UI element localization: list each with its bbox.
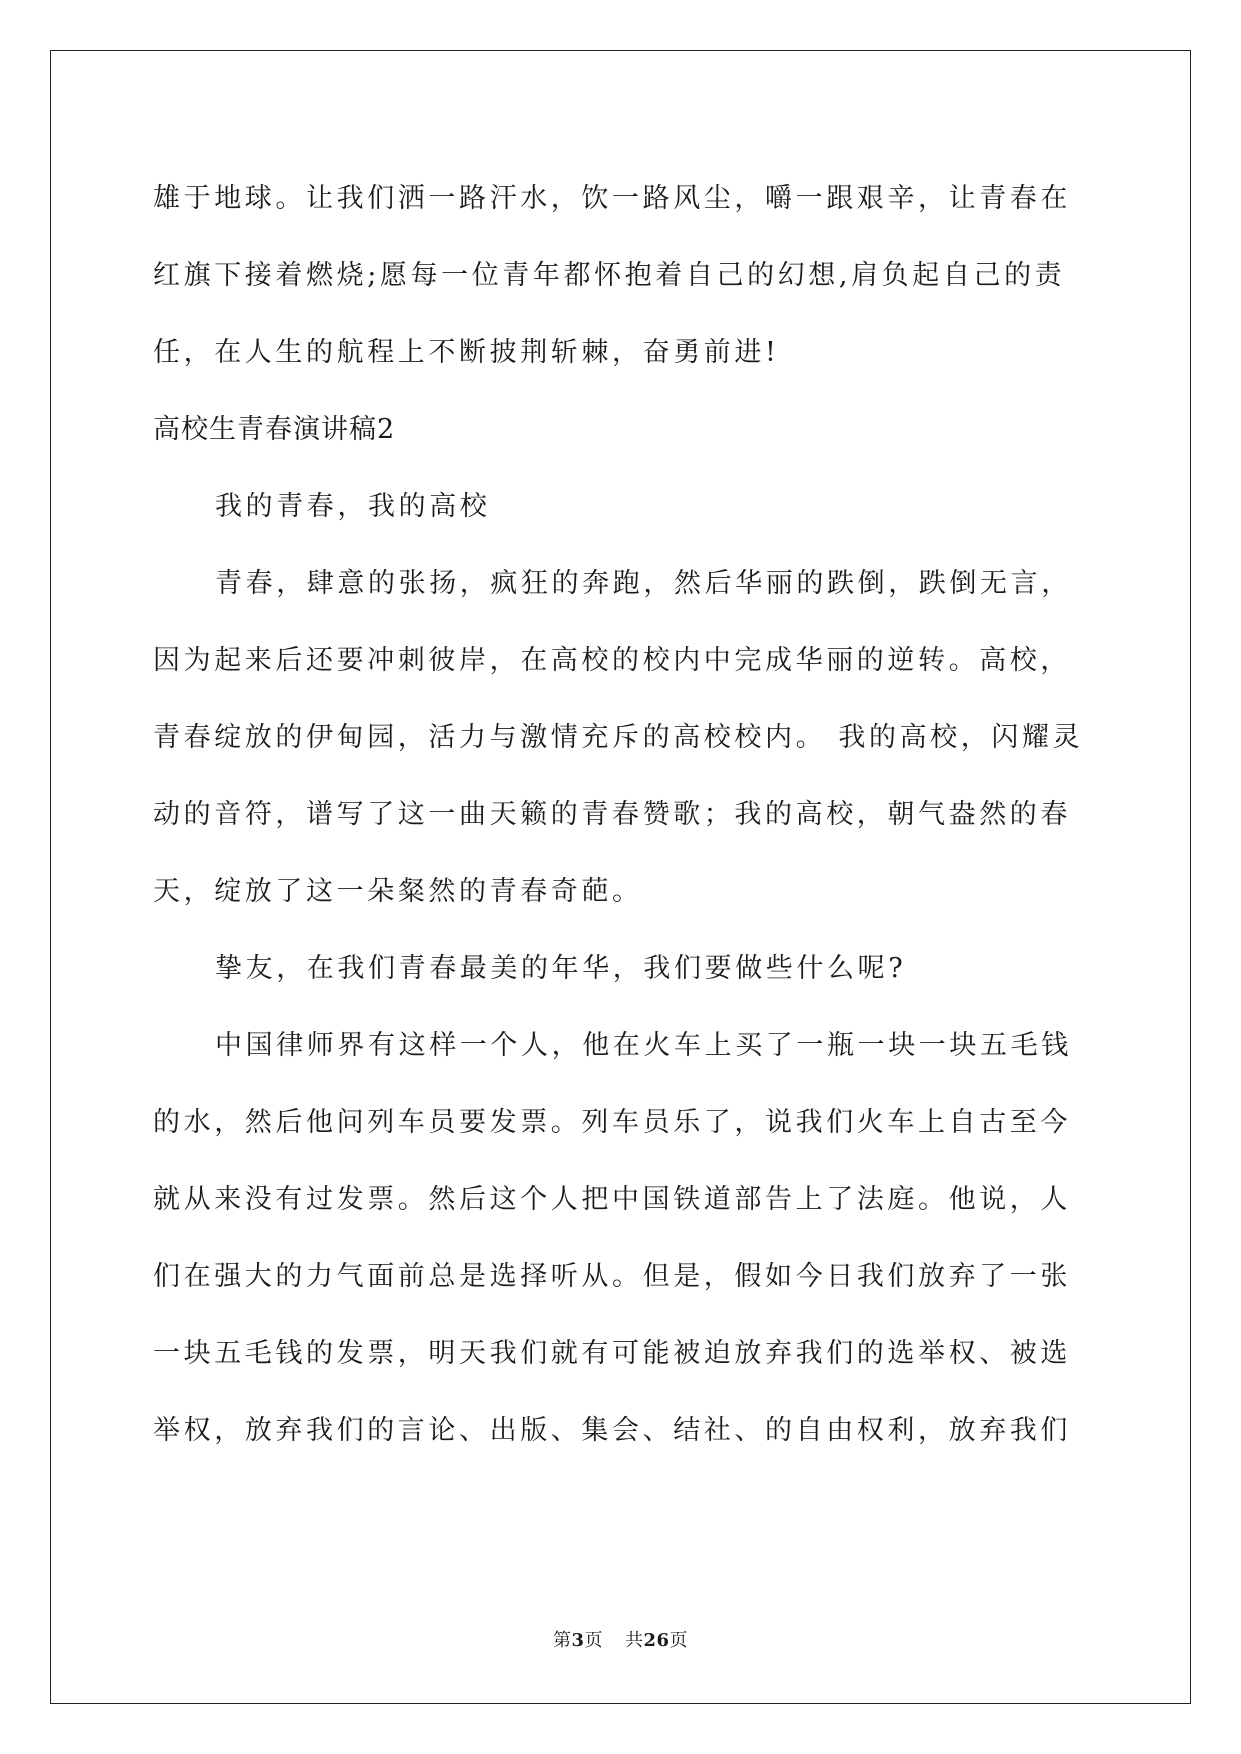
subtitle-line: 我的青春，我的高校 <box>215 491 491 522</box>
document-body <box>153 160 1093 1469</box>
total-pages: 26 <box>643 1630 670 1651</box>
text-line: 青春绽放的伊甸园，活力与激情充斥的高校校内。 我的高校，闪耀灵 <box>153 722 1084 753</box>
text-line: 红旗下接着燃烧;愿每一位青年都怀抱着自己的幻想,肩负起自己的责 <box>153 260 1066 291</box>
text-line: 挚友，在我们青春最美的年华，我们要做些什么呢? <box>215 953 907 984</box>
text-line: 一块五毛钱的发票，明天我们就有可能被迫放弃我们的选举权、被选 <box>153 1338 1071 1369</box>
text-line: 青春，肆意的张扬，疯狂的奔跑，然后华丽的跌倒，跌倒无言， <box>215 568 1072 599</box>
text-line: 因为起来后还要冲刺彼岸，在高校的校内中完成华丽的逆转。高校， <box>153 645 1071 676</box>
text-line: 中国律师界有这样一个人，他在火车上买了一瓶一块一块五毛钱 <box>215 1030 1072 1061</box>
total-suffix: 页 <box>669 1630 689 1651</box>
text-line: 雄于地球。让我们洒一路汗水，饮一路风尘，嚼一跟艰辛，让青春在 <box>153 183 1071 214</box>
text-line: 们在强大的力气面前总是选择听从。但是，假如今日我们放弃了一张 <box>153 1261 1071 1292</box>
total-prefix: 共 <box>624 1630 644 1651</box>
page-suffix: 页 <box>584 1630 603 1651</box>
text-line: 就从来没有过发票。然后这个人把中国铁道部告上了法庭。他说，人 <box>153 1184 1071 1215</box>
page-number: 3 <box>571 1630 585 1651</box>
text-line: 动的音符，谱写了这一曲天籁的青春赞歌；我的高校，朝气盎然的春 <box>153 799 1071 830</box>
page-footer <box>0 1626 1241 1652</box>
page-prefix: 第 <box>552 1630 572 1651</box>
text-line: 任，在人生的航程上不断披荆斩棘，奋勇前进! <box>153 337 780 368</box>
text-line: 举权，放弃我们的言论、出版、集会、结社、的自由权利，放弃我们 <box>153 1415 1071 1446</box>
text-line: 的水，然后他问列车员要发票。列车员乐了，说我们火车上自古至今 <box>153 1107 1071 1138</box>
text-line: 天，绽放了这一朵粲然的青春奇葩。 <box>153 876 643 907</box>
section-heading: 高校生青春演讲稿2 <box>153 414 396 445</box>
